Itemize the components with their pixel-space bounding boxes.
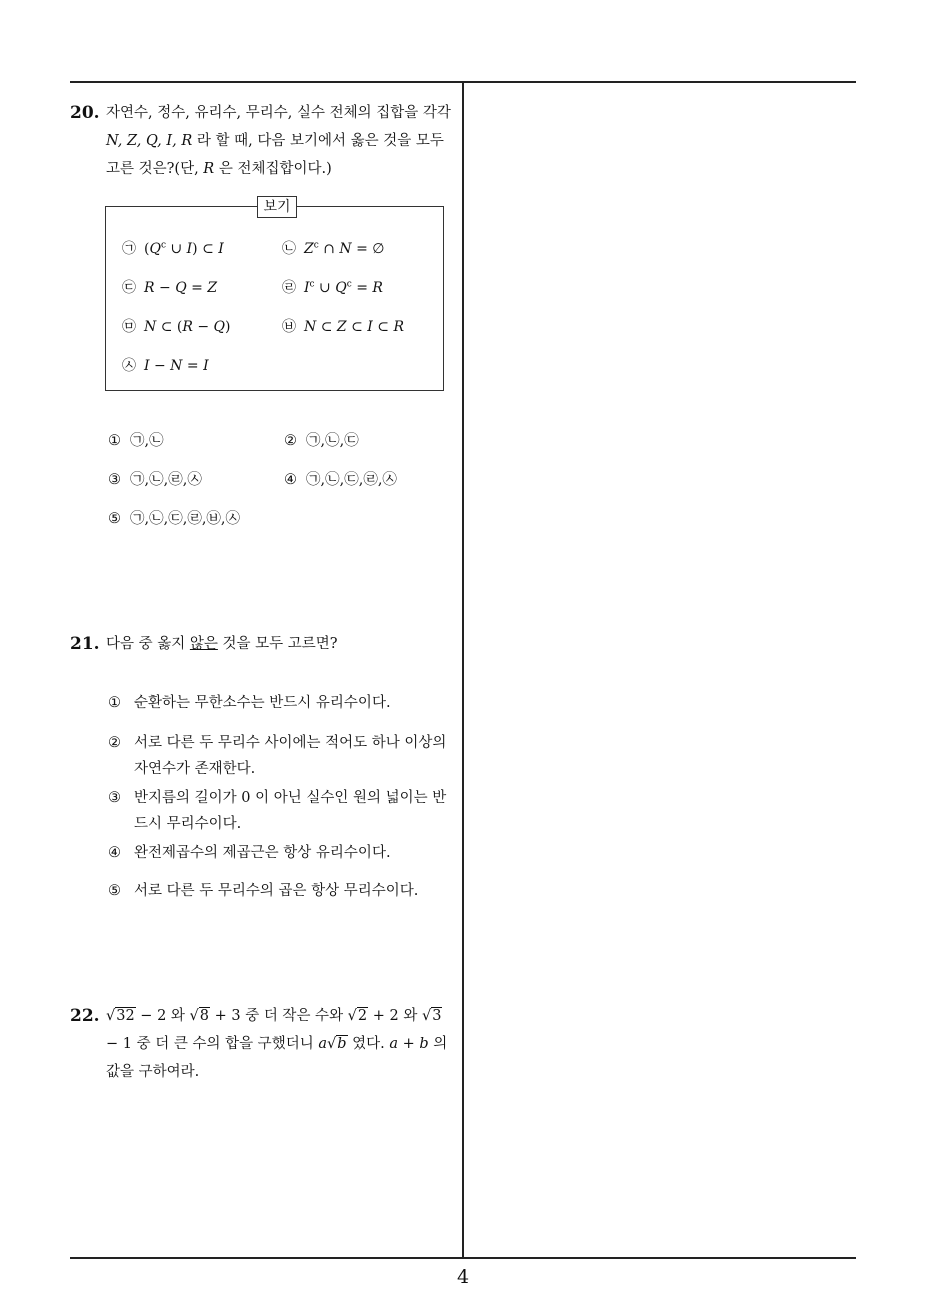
bogi-mark: ㉡	[282, 241, 296, 257]
bogi-item	[282, 316, 404, 336]
question-text-part: 자연수, 정수, 유리수, 무리수, 실수 전체의 집합을 각각	[106, 105, 451, 121]
choice-5[interactable]	[108, 878, 458, 904]
bogi-item	[282, 277, 383, 297]
bogi-item	[122, 277, 217, 297]
choice-number: ①	[108, 433, 121, 449]
question-text-part: 다음 중 옳지	[106, 636, 190, 652]
question-text-part: 것을 모두 고르면?	[217, 636, 338, 652]
page-number: 4	[456, 1266, 470, 1288]
choice-3[interactable]	[108, 785, 458, 837]
choice-text: 서로 다른 두 무리수의 곱은 항상 무리수이다.	[134, 883, 419, 899]
choice-text: ㉠,㉡,㉢,㉣,㉥,㉦	[130, 511, 241, 527]
choice-number: ③	[108, 472, 121, 488]
bogi-mark: ㉤	[122, 319, 136, 335]
choice-number: ③	[108, 790, 121, 806]
choice-text: 순환하는 무한소수는 반드시 유리수이다.	[134, 695, 391, 711]
bogi-item	[122, 355, 209, 375]
bogi-expression: R − Q = Z	[144, 280, 218, 296]
bogi-mark: ㉣	[282, 280, 296, 296]
bogi-expression: ($Q^c$ ∪ I) ⊂ I	[144, 240, 224, 257]
choice-text: ㉠,㉡,㉢	[306, 433, 359, 449]
bogi-item	[122, 238, 224, 258]
column-divider	[462, 82, 464, 1258]
question-text	[106, 630, 456, 658]
choice-text: ㉠,㉡,㉣,㉦	[130, 472, 202, 488]
question-21	[70, 630, 456, 658]
choice-number: ②	[284, 433, 297, 449]
choice-1[interactable]	[108, 429, 164, 453]
question-20	[70, 99, 456, 183]
question-text-part: 은 전체집합이다.)	[214, 161, 332, 177]
question-22	[70, 1002, 456, 1086]
choice-2[interactable]	[284, 429, 359, 453]
choice-number: ④	[108, 845, 121, 861]
choice-number: ④	[284, 472, 297, 488]
question-text: √32 − 2 와 √8 + 3 중 더 작은 수와 √2 + 2 와 √3 − 1 중 더 큰 수의 합을 구했더니 a√b 였다. a + b 의 값을 구하여라.	[106, 1008, 448, 1080]
choice-4[interactable]	[108, 840, 458, 866]
bogi-expression: N ⊂ (R − Q)	[144, 319, 231, 335]
choice-text: 완전제곱수의 제곱근은 항상 유리수이다.	[134, 845, 391, 861]
bogi-mark: ㉢	[122, 280, 136, 296]
bogi-title: 보기	[257, 196, 297, 218]
choice-3[interactable]	[108, 468, 202, 492]
bogi-expression: I − N = I	[144, 358, 209, 374]
universal-set-name: R	[203, 161, 215, 177]
choice-4[interactable]	[284, 468, 397, 492]
bottom-rule	[70, 1257, 856, 1259]
question-number: 21.	[70, 634, 100, 654]
choice-number: ①	[108, 695, 121, 711]
choice-5[interactable]	[108, 507, 240, 531]
choice-1[interactable]	[108, 690, 458, 716]
underlined-word: 않은	[189, 636, 218, 652]
bogi-item	[122, 316, 230, 336]
bogi-expression: $I^c$ ∪ $Q^c = R$	[304, 279, 383, 296]
choice-number: ⑤	[108, 511, 121, 527]
choice-text: ㉠,㉡,㉢,㉣,㉦	[306, 472, 397, 488]
bogi-expression: N ⊂ Z ⊂ I ⊂ R	[304, 319, 404, 335]
choice-number: ②	[108, 735, 121, 751]
question-number: 22.	[70, 1006, 100, 1026]
bogi-mark: ㉥	[282, 319, 296, 335]
question-text-part: 라 할 때, 다음 보기에서 옳은 것을 모두 고른 것은?(단,	[106, 133, 444, 177]
bogi-mark: ㉦	[122, 358, 136, 374]
bogi-item	[282, 238, 385, 258]
choice-2[interactable]	[108, 730, 458, 782]
question-text	[106, 99, 456, 183]
choice-text: 반지름의 길이가 0 이 아닌 실수인 원의 넓이는 반드시 무리수이다.	[134, 790, 447, 832]
choice-text: 서로 다른 두 무리수 사이에는 적어도 하나 이상의 자연수가 존재한다.	[134, 735, 447, 777]
choice-number: ⑤	[108, 883, 121, 899]
bogi-expression: $Z^c$ ∩ N = ∅	[304, 240, 385, 257]
bogi-mark: ㉠	[122, 241, 136, 257]
question-number: 20.	[70, 103, 100, 123]
set-names: N, Z, Q, I, R	[106, 133, 193, 149]
choice-text: ㉠,㉡	[130, 433, 164, 449]
